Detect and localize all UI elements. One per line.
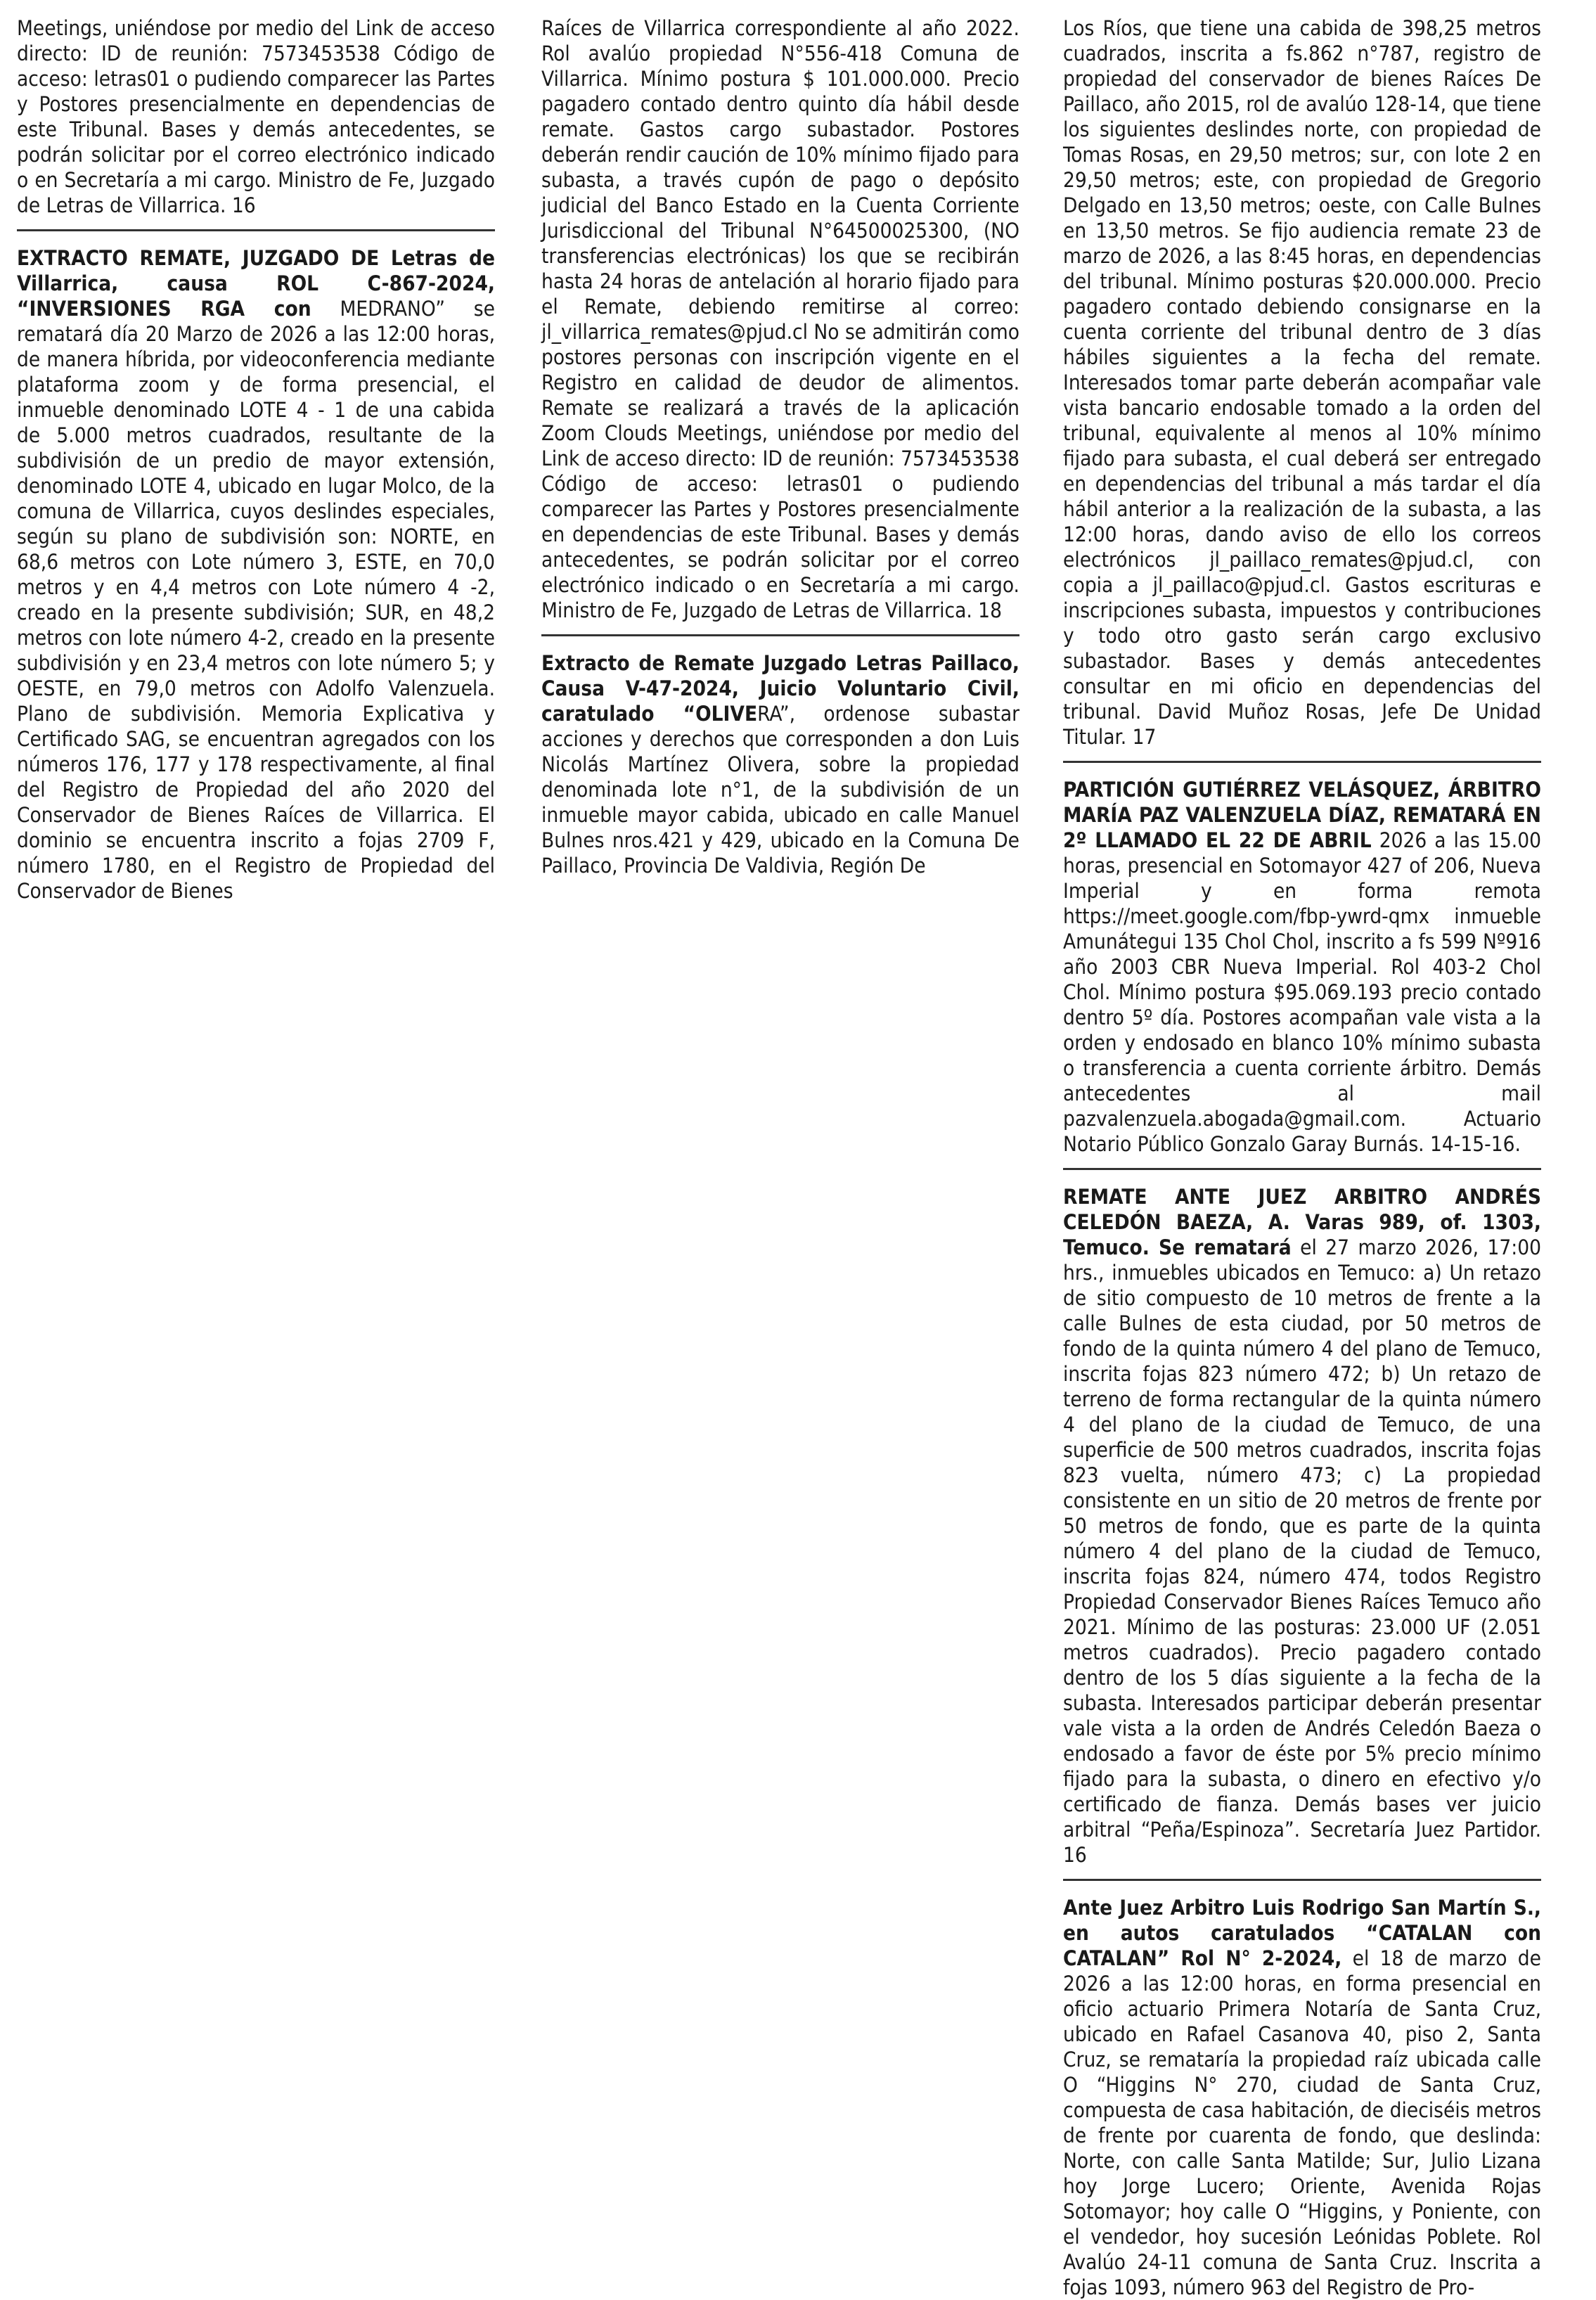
notice-lead: PARTICIÓN GUTIÉRREZ VELÁSQUEZ, ÁRBITRO MARÍA PAZ VALENZUELA DÍAZ, REMATARÁ EN 2º LLAMADO EL 22 DE ABRIL — [1063, 778, 1541, 852]
notice-body: Los Ríos, que tiene una cabida de 398,25 metros cuadrados, inscrita a fs.862 n°787, registro de propiedad del conservador de bienes Raíces De Paillaco, año 2015, rol de avalúo 128-14, que tiene los siguientes deslindes norte, con propiedad de Tomas Rosas, en 29,50 metros; sur, con lote 2 en 29,50 metros; este, con propiedad de Gregorio Delgado en 13,50 metros; oeste, con Calle Bulnes en 13,50 metros. Se fijo audiencia remate 23 de marzo de 2026, a las 8:45 horas, en dependencias del tribunal. Mínimo posturas $20.000.000. Precio pagadero contado debiendo consignarse en la cuenta corriente del tribunal dentro de 3 días hábiles siguientes a la fecha del remate. Interesados tomar parte deberán acompañar vale vista bancario endosable tomado a la orden del tribunal, equivalente al menos al 10% mínimo fijado para subasta, el cual deberá ser entregado en dependencias del tribunal a más tardar el día hábil anterior a la realización de la subasta, a las 12:00 horas, dando aviso de ello los correos electrónicos jl_paillaco_remates@pjud.cl, con copia a jl_paillaco@pjud.cl. Gastos escrituras e inscripciones subasta, impuestos y contribuciones y todo otro gasto serán cargo exclusivo subastador. Bases y demás antecedentes consultar en mi oficio en dependencias del tribunal. David Muñoz Rosas, Jefe De Unidad Titular. 17 — [1063, 16, 1541, 749]
column-2 — [541, 15, 1019, 878]
notice-lead: EXTRACTO REMATE, JUZGADO DE Letras de Villarrica, causa ROL C-867-2024, “INVERSIONES RGA con — [17, 246, 495, 321]
notice-divider — [1063, 1168, 1541, 1170]
notice-body: RA”, ordenose subastar acciones y derechos que corresponden a don Luis Nicolás Martínez Olivera, sobre la propiedad denominada lote n°1, de la subdivisión de un inmueble mayor cabida, ubicado en calle Manuel Bulnes nros.421 y 429, ubicado en la Comuna De Paillaco, Provincia De Valdivia, Región De — [541, 702, 1019, 878]
notice-body: 2026 a las 15.00 horas, presencial en Sotomayor 427 of 206, Nueva Imperial y en forma remota https://meet.google.com/fbp-ywrd-qmx inmueble Amunátegui 135 Chol Chol, inscrito a fs 599 Nº916 año 2003 CBR Nueva Imperial. Rol 403-2 Chol Chol. Mínimo postura $95.069.193 precio contado dentro 5º día. Postores acompañan vale vista a la orden y endosado en blanco 10% mínimo subasta o transferencia a cuenta corriente árbitro. Demás antecedentes al mail pazvalenzuela.abogada@gmail.com. Actuario Notario Público Gonzalo Garay Burnás. 14-15-16. — [1063, 828, 1541, 1156]
notice-body: MEDRANO” se rematará día 20 Marzo de 2026 a las 12:00 horas, de manera híbrida, por videoconferencia mediante plataforma zoom y de forma presencial, el inmueble denominado LOTE 4 - 1 de una cabida de 5.000 metros cuadrados, resultante de la subdivisión de un predio de mayor extensión, denominado LOTE 4, ubicado en lugar Molco, de la comuna de Villarrica, cuyos deslindes especiales, según su plano de subdivisión son: NORTE, en 68,6 metros con Lote número 3, ESTE, en 70,0 metros y en 4,4 metros con Lote número 4 -2, creado en la presente subdivisión; SUR, en 48,2 metros con lote número 4-2, creado en la presente subdivisión y en 23,4 metros con lote número 5; y OESTE, en 79,0 metros con Adolfo Valenzuela. Plano de subdivisión. Memoria Explicativa y Certificado SAG, se encuentran agregados con los números 176, 177 y 178 respectivamente, al final del Registro de Propiedad del año 2020 del Conservador de Bienes Raíces de Villarrica. El dominio se encuentra inscrito a fojas 2709 F, número 1780, en el Registro de Propiedad del Conservador de Bienes — [17, 297, 495, 903]
notice-body: el 27 marzo 2026, 17:00 hrs., inmuebles ubicados en Temuco: a) Un retazo de sitio compuesto de 10 metros de frente a la calle Bulnes de esta ciudad, por 50 metros de fondo de la quinta número 4 del plano de Temuco, inscrita fojas 823 número 472; b) Un retazo de terreno de forma rectangular de la quinta número 4 del plano de la ciudad de Temuco, de una superficie de 500 metros cuadrados, inscrita fojas 823 vuelta, número 473; c) La propiedad consistente en un sitio de 20 metros de frente por 50 metros de fondo, que es parte de la quinta número 4 del plano de la ciudad de Temuco, inscrita fojas 824, número 474, todos Registro Propiedad Conservador Bienes Raíces Temuco año 2021. Mínimo de las posturas: 23.000 UF (2.051 metros cuadrados). Precio pagadero contado dentro de los 5 días siguiente a la fecha de la subasta. Interesados participar deberán presentar vale vista a la orden de Andrés Celedón Baeza o endosado a favor de éste por 5% precio mínimo fijado para la subasta, o dinero en efectivo y/o certificado de fianza. Demás bases ver juicio arbitral “Peña/Espinoza”. Secretaría Juez Partidor. 16 — [1063, 1235, 1541, 1867]
notice-particion-gutierrez — [1063, 777, 1541, 1157]
notice-catalan — [1063, 1895, 1541, 2300]
column-1 — [17, 15, 495, 904]
notice-divider — [1063, 1879, 1541, 1881]
notice-lead: REMATE ANTE JUEZ ARBITRO ANDRÉS CELEDÓN BAEZA, A. Varas 989, of. 1303, Temuco. Se rematará — [1063, 1185, 1541, 1259]
notice-lead: Extracto de Remate Juzgado Letras Paillaco, Causa V-47-2024, Juicio Voluntario Civil, caratulado “OLIVE — [541, 651, 1019, 726]
notice-continuation — [541, 15, 1019, 623]
notice-body: el 18 de marzo de 2026 a las 12:00 horas, en forma presencial en oficio actuario Primera Notaría de Santa Cruz, ubicado en Rafael Casanova 40, piso 2, Santa Cruz, se remataría la propiedad raíz ubicada calle O “Higgins N° 270, ciudad de Santa Cruz, compuesta de casa habitación, de dieciséis metros de frente por cuarenta de fondo, que deslinda: Norte, con calle Santa Matilde; Sur, Julio Lizana hoy Jorge Lucero; Oriente, Avenida Rojas Sotomayor; hoy calle O “Higgins, y Poniente, con el vendedor, hoy sucesión Leónidas Poblete. Rol Avalúo 24-11 comuna de Santa Cruz. Inscrita a fojas 1093, número 963 del Registro de Pro- — [1063, 1946, 1541, 2299]
notice-divider — [17, 229, 495, 231]
notice-continuation — [17, 15, 495, 218]
notice-body: Meetings, uniéndose por medio del Link de acceso directo: ID de reunión: 7573453538 Código de acceso: letras01 o pudiendo comparecer las Partes y Postores presencialmente en dependencias de este Tribunal. Bases y demás antecedentes, se podrán solicitar por el correo electrónico indicado o en Secretaría a mi cargo. Ministro de Fe, Juzgado de Letras de Villarrica. 16 — [17, 16, 495, 217]
notice-divider — [1063, 761, 1541, 763]
notice-divider — [541, 634, 1019, 636]
notice-continuation — [1063, 15, 1541, 750]
notice-remate-villarrica — [17, 245, 495, 904]
notice-remate-paillaco — [541, 650, 1019, 878]
notice-remate-celedon — [1063, 1184, 1541, 1868]
column-3 — [1063, 15, 1541, 2300]
notice-lead: Ante Juez Arbitro Luis Rodrigo San Martín S., en autos caratulados “CATALAN con CATALAN” Rol N° 2-2024, — [1063, 1896, 1541, 1970]
notice-body: Raíces de Villarrica correspondiente al año 2022. Rol avalúo propiedad N°556-418 Comuna de Villarrica. Mínimo postura $ 101.000.000. Precio pagadero contado dentro quinto día hábil desde remate. Gastos cargo subastador. Postores deberán rendir caución de 10% mínimo fijado para subasta, a través cupón de pago o depósito judicial del Banco Estado en la Cuenta Corriente Jurisdiccional del Tribunal N°64500025300, (NO transferencias electrónicas) los que se recibirán hasta 24 horas de antelación al horario fijado para el Remate, debiendo remitirse al correo: jl_villarrica_remates@pjud.cl No se admitirán como postores personas con inscripción vigente en el Registro en calidad de deudor de alimentos. Remate se realizará a través de la aplicación Zoom Clouds Meetings, uniéndose por medio del Link de acceso directo: ID de reunión: 7573453538 Código de acceso: letras01 o pudiendo comparecer las Partes y Postores presencialmente en dependencias de este Tribunal. Bases y demás antecedentes, se podrán solicitar por el correo electrónico indicado o en Secretaría a mi cargo. Ministro de Fe, Juzgado de Letras de Villarrica. 18 — [541, 16, 1019, 622]
